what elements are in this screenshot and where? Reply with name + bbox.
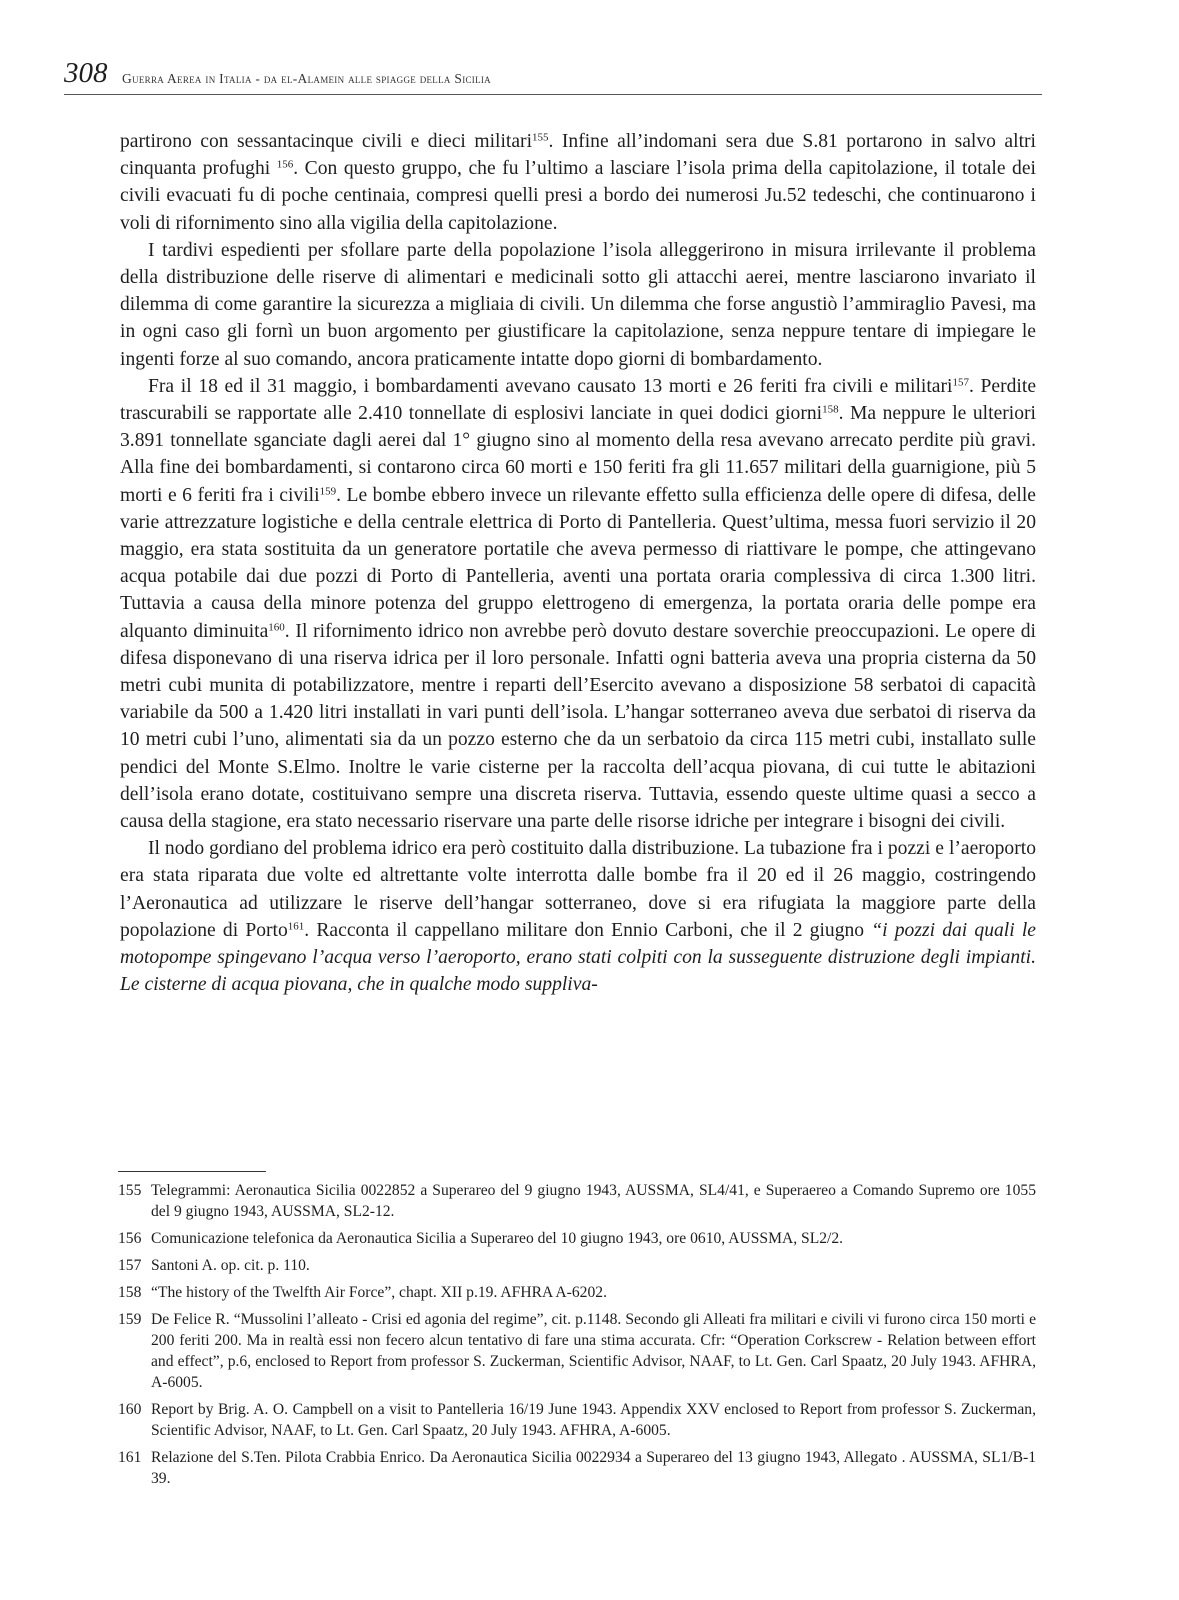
text: partirono con sessantacinque civili e dieci militari (120, 131, 533, 152)
footnotes (118, 1180, 1036, 1495)
footnote-number: 155 (118, 1182, 142, 1199)
footnote-158 (118, 1282, 1036, 1303)
footnote-text: Santoni A. op. cit. p. 110. (151, 1257, 310, 1274)
running-title: Guerra Aerea in Italia - da el-Alamein alle spiagge della Sicilia (122, 71, 491, 86)
footnote-text: Report by Brig. A. O. Campbell on a visit to Pantelleria 16/19 June 1943. Appendix XXV enclosed to Report from professor S. Zuckerman, Scientific Advisor, NAAF, to Lt. Gen. Carl Spaatz, 20 July 1943. AFHRA, A-6005. (151, 1401, 1036, 1439)
text: . Le bombe ebbero invece un rilevante effetto sulla efficienza delle opere di difesa, delle varie attrezzature logistiche e della centrale elettrica di Porto di Pantelleria. Quest’ultima, messa fuori servizio il 20 maggio, era stata sostituita da un generatore portatile che aveva permesso di riattivare le pompe, che attingevano acqua potabile dai due pozzi di Porto di Pantelleria, aventi una portata oraria complessiva di circa 1.300 litri. Tuttavia a causa della minore potenza del gruppo elettrogeno di emergenza, la portata oraria delle pompe era alquanto diminuita (120, 484, 1036, 642)
footnote-number: 156 (118, 1230, 142, 1247)
body-text (120, 128, 1036, 999)
footnote-number: 158 (118, 1284, 142, 1301)
footnote-number: 159 (118, 1311, 142, 1328)
italic-quote: “i pozzi dai quali le motopompe spingevano l’acqua verso l’aeroporto, erano stati colpiti con la susseguente distruzione degli impianti. Le cisterne di acqua piovana, che in qualche modo suppliva- (120, 919, 1036, 996)
text: . Ma neppure le ulteriori 3.891 tonnellate sganciate dagli aerei dal 1° giugno sino al momento della resa avevano arrecato perdite più gravi. Alla fine dei bombardamenti, si contarono circa 60 morti e 150 feriti fra gli 11.657 militari della guarnigione, più 5 morti e 6 feriti fra i civili (120, 403, 1036, 506)
footnote-159 (118, 1309, 1036, 1393)
footnote-text: Comunicazione telefonica da Aeronautica Sicilia a Superareo del 10 giugno 1943, ore 0610, AUSSMA, SL2/2. (151, 1230, 844, 1247)
footnote-divider (118, 1171, 266, 1172)
footnote-number: 157 (118, 1257, 142, 1274)
footnote-ref-161[interactable]: 161 (287, 920, 305, 933)
text: . Racconta il cappellano militare don Ennio Carboni, che il 2 giugno (304, 919, 872, 941)
footnote-text: Relazione del S.Ten. Pilota Crabbia Enrico. Da Aeronautica Sicilia 0022934 a Superareo del 13 giugno 1943, Allegato . AUSSMA, SL1/B-1 39. (151, 1449, 1036, 1487)
footnote-156 (118, 1228, 1036, 1249)
text: . Infine all’indomani sera due S.81 portarono in salvo altri cinquanta profughi (120, 131, 1036, 180)
footnote-ref-157[interactable]: 157 (952, 376, 969, 389)
footnote-157 (118, 1255, 1036, 1276)
footnote-number: 161 (118, 1449, 142, 1466)
page-header (64, 58, 1042, 95)
footnote-text: De Felice R. “Mussolini l’alleato - Crisi ed agonia del regime”, cit. p.1148. Secondo gli Alleati fra militari e civili vi furono circa 150 morti e 200 feriti 200. Ma in realtà essi non fecero alcun tentativo di fare una stima accurata. Cfr: “Operation Corkscrew - Relation between effort and effect”, p.6, enclosed to Report from professor S. Zuckerman, Scientific Advisor, NAAF, to Lt. Gen. Carl Spaatz, 20 July 1943. AFHRA, A-6005. (151, 1311, 1036, 1391)
text: Fra il 18 ed il 31 maggio, i bombardamenti avevano causato 13 morti e 26 feriti fra civili e militari (148, 375, 953, 397)
paragraph-1 (120, 128, 1036, 237)
footnote-161 (118, 1447, 1036, 1489)
paragraph-3 (120, 373, 1036, 835)
text: Il nodo gordiano del problema idrico era però costituito dalla distribuzione. La tubazione fra i pozzi e l’aeroporto era stata riparata due volte ed altrettante volte interrotta dalle bombe fra il 20 ed il 26 maggio, costringendo l’Aeronautica ad utilizzare le riserve dell’hangar sotterraneo, dove si era rifugiata la maggiore parte della popolazione di Porto (120, 838, 1036, 941)
footnote-155 (118, 1180, 1036, 1222)
footnote-ref-160[interactable]: 160 (268, 621, 285, 634)
text: . Il rifornimento idrico non avrebbe però dovuto destare soverchie preoccupazioni. Le opere di difesa disponevano di una riserva idrica per il loro personale. Infatti ogni batteria aveva una propria cisterna da 50 metri cubi munita di potabilizzatore, mentre i reparti dell’Esercito avevano a disposizione 58 serbatoi di capacità variabile da 500 a 1.420 litri installati in vari punti dell’isola. L’hangar sotterraneo aveva due serbatoi di riserva da 10 metri cubi l’uno, alimentati sia da un pozzo esterno che da un serbatoio da circa 115 metri cubi, installato sulle pendici del Monte S.Elmo. Inoltre le varie cisterne per la raccolta dell’acqua piovana, di cui tutte le abitazioni dell’isola erano dotate, costituivano sempre una discreta riserva. Tuttavia, essendo queste ultime quasi a secco a causa della stagione, era stato necessario riservare una parte delle risorse idriche per integrare i bisogni dei civili. (120, 620, 1036, 833)
page-number: 308 (64, 57, 108, 89)
footnote-number: 160 (118, 1401, 142, 1418)
paragraph-2: I tardivi espedienti per sfollare parte della popolazione l’isola alleggerirono in misura irrilevante il problema della distribuzione delle riserve di alimentari e medicinali sotto gli attacchi aerei, mentre lasciarono invariato il dilemma di come garantire la sicurezza a migliaia di civili. Un dilemma che forse angustiò l’ammiraglio Pavesi, ma in ogni caso gli fornì un buon argomento per giustificare la capitolazione, senza neppure tentare di impiegare le ingenti forze al suo comando, ancora praticamente intatte dopo giorni di bombardamento. (120, 239, 1036, 370)
footnote-160 (118, 1399, 1036, 1441)
footnote-ref-158[interactable]: 158 (822, 403, 839, 416)
paragraph-4 (120, 835, 1036, 998)
text: . Con questo gruppo, che fu l’ultimo a lasciare l’isola prima della capitolazione, il totale dei civili evacuati fu di poche centinaia, compresi quelli presi a bordo dei numerosi Ju.52 tedeschi, che continuarono i voli di rifornimento sino alla vigilia della capitolazione. (120, 158, 1036, 234)
footnote-ref-155[interactable]: 155 (532, 131, 549, 144)
footnote-text: “The history of the Twelfth Air Force”, chapt. XII p.19. AFHRA A-6202. (151, 1284, 607, 1301)
text: . Perdite trascurabili se rapportate alle 2.410 tonnellate di esplosivi lanciate in quei dodici giorni (120, 375, 1037, 425)
footnote-ref-159[interactable]: 159 (319, 485, 337, 498)
footnote-text: Telegrammi: Aeronautica Sicilia 0022852 a Superareo del 9 giugno 1943, AUSSMA, SL4/41, e Superaereo a Comando Supremo ore 1055 del 9 giugno 1943, AUSSMA, SL2-12. (151, 1182, 1036, 1220)
footnote-ref-156[interactable]: 156 (276, 158, 294, 171)
